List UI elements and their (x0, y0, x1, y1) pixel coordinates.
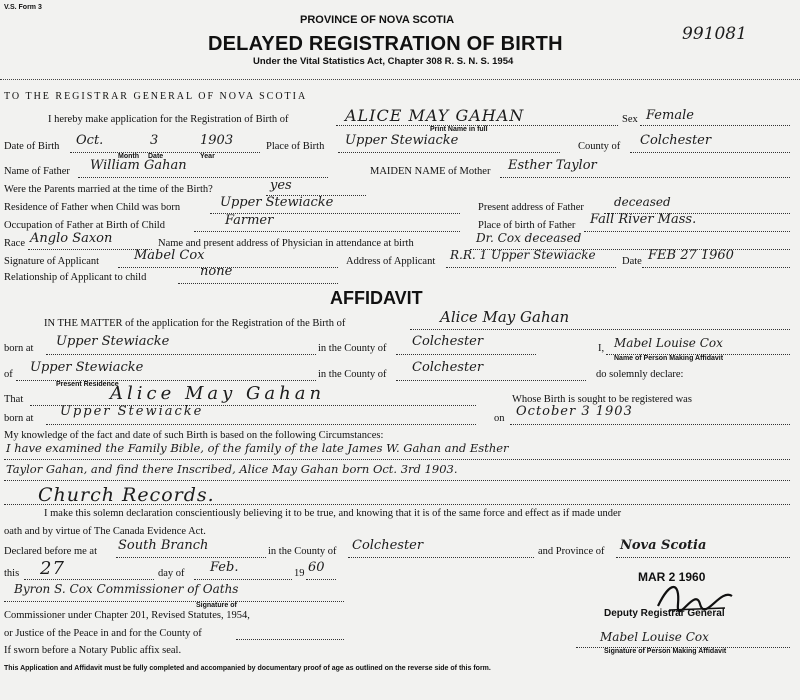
sex-value: Female (646, 108, 694, 123)
address-applicant-label: Address of Applicant (346, 256, 436, 267)
month-note: Month (118, 153, 139, 160)
that-value: Alice May Gahan (110, 383, 326, 404)
declared-county-value: Colchester (352, 538, 424, 553)
year-value: 60 (308, 560, 325, 575)
father-value: William Gahan (90, 158, 187, 173)
dob-day: 3 (150, 133, 159, 148)
matter-name: Alice May Gahan (440, 308, 570, 326)
this-label: this (4, 568, 20, 579)
deponent-name-note: Name of Person Making Affidavit (614, 355, 724, 362)
dob-month: Oct. (76, 133, 104, 148)
commissioner-text: Commissioner under Chapter 201, Revised Statutes, 1954, (4, 610, 250, 621)
date-value: FEB 27 1960 (648, 248, 734, 263)
footer-note: This Application and Affidavit must be fully completed and accompanied by documentary proof of age as outlined on the reverse side of this form. (4, 665, 491, 672)
circumstance-line-2: Taylor Gahan, and find there Inscribed, Alice May Gahan born Oct. 3rd 1903. (6, 462, 458, 476)
year-note: Year (200, 153, 215, 160)
justice-text: or Justice of the Peace in and for the County of (4, 628, 202, 639)
deponent-name: Mabel Louise Cox (614, 336, 723, 350)
print-name-note: Print Name in full (430, 126, 488, 133)
commissioner-signature-note: Signature of (196, 602, 237, 609)
province-value: Nova Scotia (620, 538, 707, 553)
on-label: on (494, 413, 505, 424)
residence-label: Residence of Father when Child was born (4, 202, 181, 213)
year-prefix: 19 (294, 568, 305, 579)
child-name: ALICE MAY GAHAN (345, 106, 525, 125)
county-value: Colchester (640, 133, 712, 148)
race-label: Race (4, 238, 25, 249)
physician-label: Name and present address of Physician in attendance at birth (158, 238, 414, 249)
in-county-value: Colchester (412, 334, 484, 349)
married-value: yes (270, 178, 292, 193)
relationship-value: none (200, 264, 233, 279)
declared-label: Declared before me at (4, 546, 97, 557)
occupation-value: Farmer (225, 213, 274, 228)
signature-applicant-label: Signature of Applicant (4, 256, 100, 267)
father-birthplace-label: Place of birth of Father (478, 220, 576, 231)
in-county2-label: in the County of (318, 369, 387, 380)
of-label: of (4, 369, 13, 380)
maiden-value: Esther Taylor (508, 158, 597, 173)
born-at-label: born at (4, 343, 34, 354)
this-value: 27 (40, 558, 65, 579)
registrar-stamp (600, 568, 790, 624)
born-at-value: Upper Stewiacke (56, 334, 170, 349)
deponent-signature: Mabel Louise Cox (600, 630, 709, 644)
father-label: Name of Father (4, 166, 70, 177)
father-birthplace-value: Fall River Mass. (590, 212, 697, 227)
solemn-text-2: oath and by virtue of The Canada Evidence Act. (4, 526, 206, 537)
sex-label: Sex (622, 114, 638, 125)
province-label: and Province of (538, 546, 605, 557)
stamp-text: Deputy Registrar General (604, 608, 725, 619)
in-county2-value: Colchester (412, 360, 484, 375)
whose-birth-text: Whose Birth is sought to be registered was (512, 394, 692, 405)
affidavit-heading: AFFIDAVIT (330, 288, 423, 308)
physician-value: Dr. Cox deceased (476, 231, 582, 245)
stamp-date: MAR 2 1960 (638, 570, 706, 584)
born-at2-label: born at (4, 413, 34, 424)
deponent-signature-note: Signature of Person Making Affidavit (604, 648, 727, 655)
on-value: October 3 1903 (516, 404, 633, 419)
county-label: County of (578, 141, 621, 152)
circumstance-line-1: I have examined the Family Bible, of the family of the late James W. Gahan and Esther (6, 441, 509, 455)
page-title: DELAYED REGISTRATION OF BIRTH (208, 33, 563, 55)
residence-note: Present Residence (56, 381, 119, 388)
addressee-line: TO THE REGISTRAR GENERAL OF NOVA SCOTIA (4, 91, 308, 102)
address-applicant-value: R.R. 1 Upper Stewiacke (450, 248, 596, 262)
present-address-value: deceased (614, 195, 671, 209)
signature-applicant-value: Mabel Cox (134, 248, 205, 263)
header-divider (0, 79, 800, 80)
relationship-label: Relationship of Applicant to child (4, 272, 147, 283)
circumstance-line-3: Church Records. (38, 484, 215, 506)
race-value: Anglo Saxon (30, 231, 113, 246)
declared-county-label: in the County of (268, 546, 337, 557)
date-note: Date (148, 153, 164, 160)
form-number: V.S. Form 3 (4, 4, 42, 11)
notary-text: If sworn before a Notary Public affix seal. (4, 645, 182, 656)
solemn-text: I make this solemn declaration conscientiously believing it to be true, and knowing that it is of the same force and effect as if made under (44, 508, 622, 519)
apply-text: I hereby make application for the Registration of Birth of (48, 114, 289, 125)
married-label: Were the Parents married at the time of the Birth? (4, 184, 213, 195)
pob-label: Place of Birth (266, 141, 325, 152)
in-county-label: in the County of (318, 343, 387, 354)
present-address-label: Present address of Father (478, 202, 584, 213)
that-label: That (4, 394, 24, 405)
dob-label: Date of Birth (4, 141, 60, 152)
page-subtitle: Under the Vital Statistics Act, Chapter 308 R. S. N. S. 1954 (253, 56, 514, 67)
declare-text: do solemnly declare: (596, 369, 684, 380)
day-of-value: Feb. (210, 560, 239, 575)
dob-year: 1903 (200, 133, 234, 148)
date-label: Date (622, 256, 642, 267)
knowledge-text: My knowledge of the fact and date of such Birth is based on the following Circumstances: (4, 430, 384, 441)
pob-value: Upper Stewiacke (345, 133, 459, 148)
day-of-label: day of (158, 568, 185, 579)
matter-text: IN THE MATTER of the application for the Registration of the Birth of (44, 318, 346, 329)
born-at2-value: Upper Stewiacke (60, 404, 204, 419)
registration-number: 991081 (682, 24, 747, 44)
occupation-label: Occupation of Father at Birth of Child (4, 220, 165, 231)
i-label: I, (598, 343, 605, 354)
commissioner-signature: Byron S. Cox Commissioner of Oaths (14, 582, 239, 596)
province-heading: PROVINCE OF NOVA SCOTIA (300, 14, 455, 26)
of-value: Upper Stewiacke (30, 360, 144, 375)
residence-value: Upper Stewiacke (220, 195, 334, 210)
maiden-label: MAIDEN NAME of Mother (370, 166, 491, 177)
declared-value: South Branch (118, 538, 209, 553)
